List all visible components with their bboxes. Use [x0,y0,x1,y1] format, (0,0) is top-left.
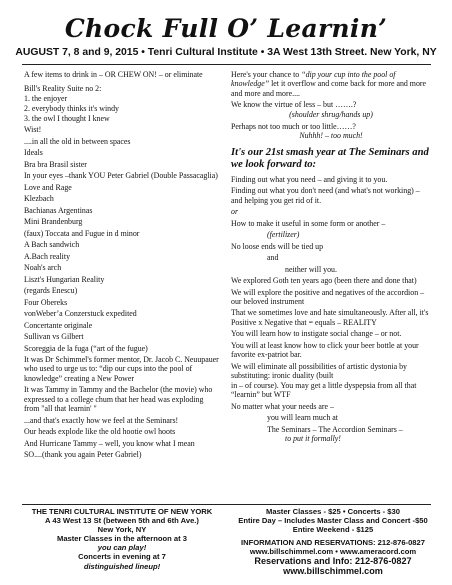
price-line: Entire Weekend - $125 [292,525,374,535]
program-item: A.Bach reality [24,251,71,261]
fertilizer-note: (fertilizer) [267,230,300,240]
pricing-info [228,507,438,576]
venue-address: A 43 West 13 St (between 5th and 6th Ave.) [45,516,199,526]
virtue-question: We know the virtue of less – but …….? [231,100,357,110]
venue-city: New York, NY [97,525,147,535]
virtue-answer: (shoulder shrug/hands up) [289,110,373,120]
bullet-item: We will explore the positive and negatives of the accordion – our beloved instrument [231,287,425,306]
bullet-item: Finding out what you don't need (and what's not working) – and helping you get rid of it. [231,186,420,205]
little-answer: Nuhhh! – too much! [299,131,363,141]
bullet-item: in – of course). You may get a little dyspepsia from all that “learnin” but WTF [231,380,417,400]
program-item: Klezbach [24,194,54,204]
program-item: Bra bra Brasil sister [24,159,87,169]
program-item: A Bach sandwich [24,240,80,250]
program-item: Scoreggia de la fuga (“art of the fugue) [24,343,148,353]
seminar-description [231,70,431,446]
tammy-paragraph: It was Tammy in Tammy and the Bachelor (the movie) who expressed to a college chum that her head was exploding from "all that learnin' " [24,385,213,414]
learn-line: you will learn much at [267,413,338,423]
bullet-item: That we sometimes love and hate simultaneously. After all, it's Positive x Negative that = equals – REALITY [231,308,429,327]
closing-line: ...and that's exactly how we feel at the Seminars! [24,415,179,425]
formally-line: to put it formally! [285,434,341,444]
classes-time: Master Classes in the afternoon at 3 [57,534,187,544]
or-connector: or [231,207,239,217]
program-item: Mini Brandenburg [24,217,83,227]
bullet-item: You will learn how to instigate social change – or not. [231,329,402,339]
bullet-item: You will at least know how to click your beer bottle at your favorite ex-patriot bar. [231,340,419,360]
footer-divider [22,504,431,505]
event-dateline: AUGUST 7, 8 and 9, 2015 • Tenri Cultural Institute • 3A West 13th Street. New York, NY [15,47,437,58]
suite-movement: 3. the owl I thought I knew [24,113,110,123]
seminars-line: The Seminars – The Accordion Seminars – [267,424,403,434]
suite-movement: 2. everybody thinks it's windy [24,103,120,113]
program-list [24,70,220,462]
program-item: Concertante originale [24,320,93,330]
program-item: (faux) Toccata and Fugue in d minor [24,228,140,238]
lineup-note: distinguished lineup! [83,561,161,571]
program-item: ....in all the old in between spaces [24,136,131,146]
program-item: Noah's arch [24,263,62,273]
bullet-item: No matter what your needs are – [231,401,334,411]
flyer-title: Chock Full O’ Learnin’ [64,14,388,43]
bullet-item: How to make it useful in some form or another – [231,218,386,228]
program-item: Liszt's Hungarian Reality [24,274,105,284]
program-item: vonWeber’a Conzerstuck expedited [24,309,137,319]
intro-paragraph: Here's your chance to “dip your cup into the pool of knowledge” let it overflow and come back for more and more and more and more.... [231,70,427,98]
bullet-item: We explored Goth ten years ago (been there and done that) [231,276,417,286]
mentor-paragraph: It was Dr Schimmel's former mentor, Dr. Jacob C. Neuupauer who used to urge us to: “dip our cups into the pool of knowledge” creating a New Power [24,355,219,383]
bullet-item: neither will you. [285,264,337,274]
closing-line: SO....(thank you again Peter Gabriel) [24,450,142,460]
and-connector: and [267,253,279,263]
website-link[interactable]: www.billschimmel.com • www.ameracord.com [249,547,417,557]
closing-line: And Hurricane Tammy – well, you know what I mean [24,438,195,448]
suite-movement: 1. the enjoyer [24,94,68,104]
header-divider [22,64,431,65]
program-item: In your eyes –thank YOU Peter Gabriel (Double Passacaglia) [24,171,218,181]
program-item: Bachianas Argentinas [24,205,93,215]
program-item: Sullivan vs Gilbert [24,332,84,342]
price-line: Entire Day – Includes Master Class and Concert -$50 [238,516,428,526]
program-item: Love and Rage [24,182,72,192]
venue-name: THE TENRI CULTURAL INSTITUTE OF NEW YORK [31,507,213,516]
info-line: INFORMATION AND RESERVATIONS: 212-876-0827 [241,538,425,548]
you-can-play: you can play! [97,543,147,553]
price-line: Master Classes - $25 • Concerts - $30 [266,507,400,516]
closing-line: Our heads explode like the old hootie owl hoots [24,427,176,437]
program-item: Wist! [24,125,42,135]
program-item: (regards Enescu) [24,286,78,296]
bullet-item: No loose ends will be tied up [231,241,324,251]
concerts-time: Concerts in evening at 7 [78,552,166,562]
program-item: Ideals [24,148,43,158]
suite-title: Bill's Reality Suite no 2: [24,84,102,94]
section-heading: It's our 21st smash year at The Seminars and we look forward to: [231,146,429,170]
bullet-item: Finding out what you need – and giving it to you. [231,174,388,184]
venue-info [16,507,228,571]
program-item: Four Obereks [24,297,68,307]
bullet-item: We will eliminate all possibilities of artistic dystonia by substituting: ironic duality (built [231,361,407,381]
intro-line: A few items to drink in – OR CHEW ON! – or eliminate [24,70,203,79]
reservations-line: Reservations and Info: 212-876-0827 [254,556,412,567]
website-link[interactable]: www.billschimmel.com [283,566,383,577]
little-question: Perhaps not too much or too little……? [231,121,356,131]
